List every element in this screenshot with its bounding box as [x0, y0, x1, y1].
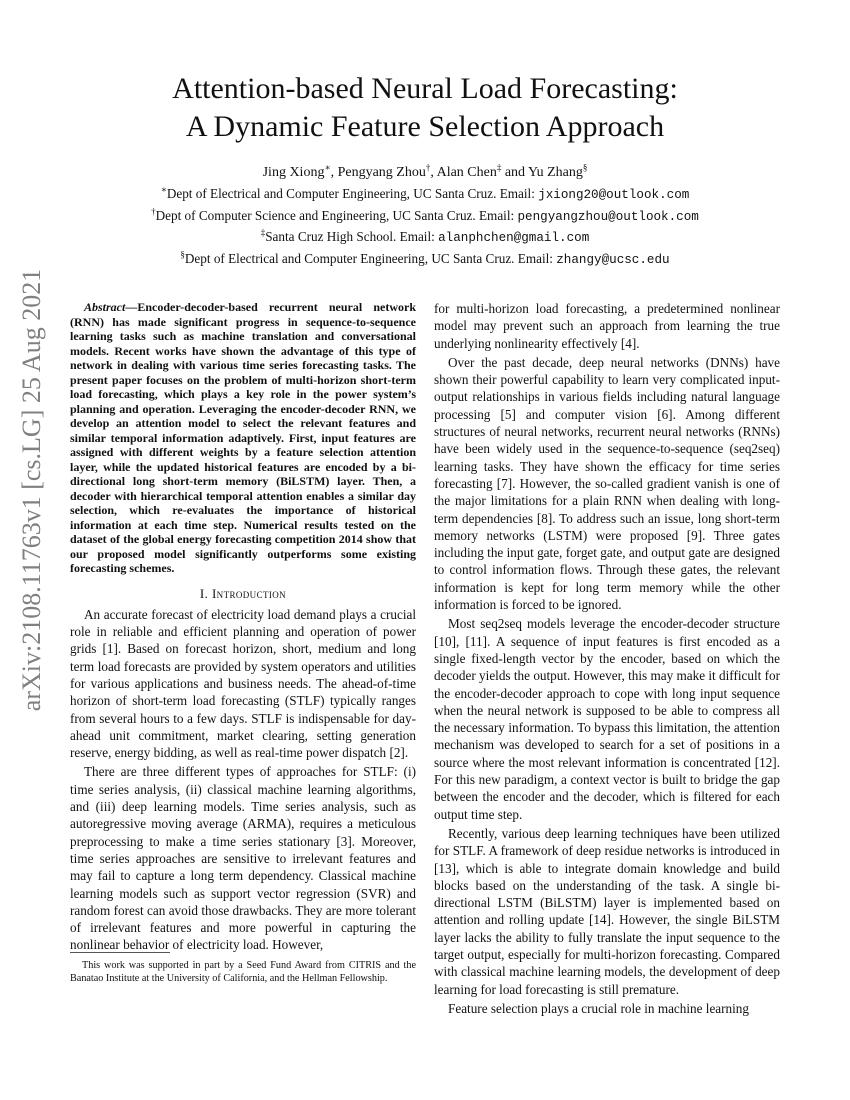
footnote: [70, 960, 416, 985]
affiliation-text: Dept of Electrical and Computer Engineering, UC Santa Cruz. Email:: [166, 186, 539, 201]
author-name: Jing Xiong: [262, 165, 325, 180]
body-paragraph: There are three different types of approaches for STLF: (i) time series analysis, (ii) classical machine learning algorithms, and (iii) deep learning models. Time series analysis, such as autoregressive moving average (ARMA), requires a meticulous preprocessing to make a time series stationary [3]. Moreover, time series approaches are sensitive to irrelevant features and may fail to capture a long term dependency. Classical machine learning models such as support vector regression (SVR) and random forest can avoid those drawbacks. They are more tolerant of irrelevant features and more powerful in capturing the nonlinear behavior of electricity load. However,: [70, 764, 416, 953]
title-line-2: A Dynamic Feature Selection Approach: [185, 110, 665, 143]
email-link[interactable]: jxiong20@outlook.com: [538, 188, 690, 202]
author-and: and: [501, 165, 529, 180]
footnote-text: This work was supported in part by a Seed Fund Award from CITRIS and the Banatao Institute at the University of California, and the Hellman Fellowship.: [70, 960, 416, 984]
left-column: [70, 300, 416, 954]
affiliation-list: [0, 184, 850, 270]
section-heading-introduction: [70, 585, 416, 602]
body-paragraph: An accurate forecast of electricity load demand plays a crucial role in reliable and efficient planning and operation of power grids [1]. Based on forecast horizon, short, medium and long term load forecasts are provided by system operators and utilities for various applications and business needs. The ahead-of-time horizon of short-term load forecasting (STLF) typically ranges from several hours to a few days. STLF is indispensable for day-ahead unit commitment, market clearing, setting generation reserve, energy bidding, as well as real-time power dispatch [2].: [70, 606, 416, 761]
author-list: [0, 162, 850, 181]
author-name: Yu Zhang: [528, 165, 583, 180]
affiliation-text: Santa Cruz High School. Email:: [265, 229, 439, 244]
author-mark: †: [425, 162, 431, 173]
author-mark: ∗: [324, 162, 331, 173]
affiliation-line: [0, 206, 850, 228]
affiliation-text: Dept of Computer Science and Engineering, UC Santa Cruz. Email:: [155, 207, 518, 223]
affiliation-line: [0, 249, 850, 271]
body-paragraph: Most seq2seq models leverage the encoder-decoder structure [10], [11]. A sequence of input features is first encoded as a single fixed-length vector by the encoder, based on which the decoder yields the output. However, this may make it difficult for the encoder-decoder approach to cope with long input sequence when the neural network is supposed to be able to compress all the necessary information. To bypass this limitation, the attention mechanism was developed to search for a set of positions in a source where the most relevant information is concentrated [12]. For this new paradigm, a context vector is built to bridge the gap between the encoder and the decoder, which is filtered for each output time step.: [434, 616, 780, 822]
section-title: Introduction: [211, 585, 287, 601]
affiliation-line: [0, 227, 850, 249]
abstract: [70, 300, 416, 576]
body-paragraph: Recently, various deep learning techniques have been utilized for STLF. A framework of deep residue networks is introduced in [13], which is able to integrate domain knowledge and build blocks based on the understanding of the task. A single bi-directional LSTM (BiLSTM) layer is implemented based on attention and rolling update [14]. However, the single BiLSTM layer lacks the ability to fully translate the input sequence to the target output, especially for multi-horizon forecasting. Compared with classical machine learning models, the development of deep learning for load forecasting is still premature.: [434, 825, 780, 997]
body-paragraph: Over the past decade, deep neural networks (DNNs) have shown their powerful capability to learn very complicated input-output relationships in various fields including natural language processing [5] and computer vision [6]. Among different structures of neural networks, recurrent neural networks (RNNs) have been widely used in the sequence-to-sequence (seq2seq) learning tasks. They have shown the efficacy for time series forecasting [7]. However, the so-called gradient vanish is one of the major limitations for a plain RNN when dealing with long-term dependencies [8]. To address such an issue, long short-term memory networks (LSTM) were proposed [9]. Three gates including the input gate, forget gate, and output gate are designed to control information flows. Through these gates, the relevant information is kept for long term memory while the other information is forced to be ignored.: [434, 354, 780, 613]
abstract-text: —Encoder-decoder-based recurrent neural network (RNN) has made significant progress in sequence-to-sequence learning tasks such as machine translation and conversational models. Recent works have shown the advantage of this type of network in dealing with various time series forecasting tasks. The present paper focuses on the problem of multi-horizon short-term load forecasting, which plays a key role in the power system’s planning and operation. Leveraging the encoder-decoder RNN, we develop an attention model to select the relevant features and similar temporal information adaptively. First, input features are assigned with different weights by a feature selection attention layer, while the updated historical features are encoded by a bi-directional long short-term memory (BiLSTM) layer. Then, a decoder with hierarchical temporal attention enables a similar day selection, which re-evaluates the importance of historical information at each time step. Numerical results tested on the dataset of the global energy forecasting competition 2014 show that our proposed model significantly outperforms some existing forecasting schemes.: [70, 300, 416, 575]
author-mark: §: [582, 162, 588, 173]
affiliation-mark: §: [180, 249, 185, 260]
email-link[interactable]: pengyangzhou@outlook.com: [517, 209, 699, 224]
right-column: [434, 300, 780, 1017]
affiliation-mark: †: [151, 206, 156, 217]
affiliation-mark: ∗: [160, 184, 167, 195]
author-mark: ‡: [496, 162, 502, 173]
affiliation-line: [0, 184, 850, 206]
arxiv-stamp[interactable]: arXiv:2108.11763v1 [cs.LG] 25 Aug 2021: [17, 268, 46, 712]
author-separator: ,: [330, 165, 338, 180]
section-number: I.: [199, 585, 212, 601]
author-separator: ,: [430, 165, 437, 180]
email-link[interactable]: zhangy@ucsc.edu: [556, 252, 670, 267]
author-name: Pengyang Zhou: [337, 165, 426, 180]
body-paragraph: Feature selection plays a crucial role in machine learning: [448, 1000, 749, 1016]
affiliation-mark: ‡: [260, 227, 266, 238]
abstract-label: Abstract: [84, 300, 126, 314]
title-line-1: Attention-based Neural Load Forecasting:: [172, 72, 678, 105]
body-paragraph: for multi-horizon load forecasting, a predetermined nonlinear model may prevent such an approach from learning the true underlying nonlinearity effectively [4].: [434, 301, 780, 351]
affiliation-text: Dept of Electrical and Computer Engineering, UC Santa Cruz. Email:: [184, 250, 557, 266]
email-link[interactable]: alanphchen@gmail.com: [438, 231, 590, 245]
paper-title: [0, 70, 850, 146]
arxiv-sidebar: [12, 268, 52, 712]
footnote-rule: [70, 952, 170, 953]
author-name: Alan Chen: [436, 165, 497, 180]
